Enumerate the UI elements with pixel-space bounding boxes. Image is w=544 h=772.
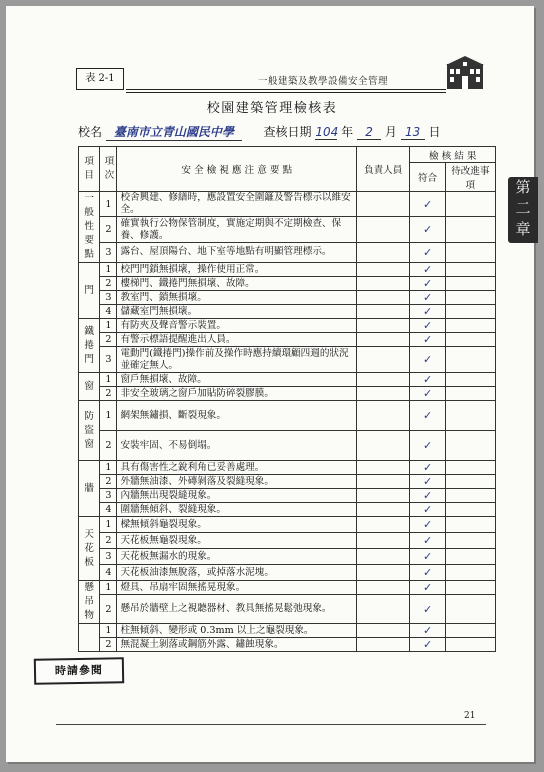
item-text: 圍牆無傾斜、裂縫現象。 [117,503,357,517]
item-text: 確實執行公物保管制度，實施定期與不定期檢查、保養、修護。 [117,217,357,242]
table-row [79,549,496,565]
improvement-cell [445,305,495,319]
item-text: 安裝牢固、不易倒塌。 [117,431,357,461]
category-cell: 門 [79,263,100,319]
responsible-person-cell [356,242,409,262]
compliance-cell [410,533,445,549]
table-tag: 表 2-1 [76,68,124,90]
item-number: 1 [100,373,117,387]
improvement-cell [445,549,495,565]
item-text: 校門門鎖無損壞，操作使用正常。 [117,263,357,277]
table-row [79,217,496,242]
improvement-cell [445,277,495,291]
category-cell: 一般性要點 [79,192,100,263]
item-number: 1 [100,517,117,533]
item-number: 1 [100,461,117,475]
responsible-person-cell [356,333,409,347]
improvement-cell [445,387,495,401]
item-number: 2 [100,475,117,489]
improvement-cell [445,595,495,624]
responsible-person-cell [356,581,409,595]
item-text: 外牆無油漆、外磚剝落及裂縫現象。 [117,475,357,489]
day-field: 13 [401,125,425,140]
category-cell: 防盜窗 [79,401,100,461]
category-cell: 鐵捲門 [79,319,100,373]
compliance-cell [410,277,445,291]
header-item: 安 全 檢 視 應 注 意 要 點 [117,147,357,192]
year-field: 104 [315,125,339,139]
check-mark-icon: ✓ [422,245,433,259]
header-number: 項次 [100,147,117,192]
item-text: 內牆無出現裂縫現象。 [117,489,357,503]
item-text: 樑無傾斜龜裂現象。 [117,517,357,533]
item-text: 無混凝土剝落或鋼筋外露、鏽蝕現象。 [117,638,357,652]
table-row [79,192,496,217]
table-row [79,638,496,652]
compliance-cell [410,461,445,475]
category-cell [79,624,100,652]
check-mark-icon: ✓ [422,602,433,616]
check-mark-icon: ✓ [422,291,433,304]
table-row [79,401,496,431]
compliance-cell [410,305,445,319]
check-mark-icon: ✓ [422,638,433,651]
responsible-person-cell [356,565,409,581]
table-row [79,533,496,549]
check-mark-icon: ✓ [422,223,433,237]
responsible-person-cell [356,277,409,291]
header-todo: 待改進事項 [445,163,495,192]
responsible-person-cell [356,461,409,475]
chapter-tab: 第二章 [508,177,538,243]
check-mark-icon: ✓ [422,305,433,318]
responsible-person-cell [356,291,409,305]
check-mark-icon: ✓ [422,566,433,579]
item-number: 3 [100,242,117,262]
item-text: 有警示標語提醒進出人員。 [117,333,357,347]
improvement-cell [445,192,495,217]
compliance-cell [410,333,445,347]
table-row [79,565,496,581]
category-cell: 牆 [79,461,100,517]
improvement-cell [445,242,495,262]
table-row [79,373,496,387]
compliance-cell [410,624,445,638]
item-text: 校舍興建、修繕時，應設置安全圍籬及警告標示以維安全。 [117,192,357,217]
check-mark-icon: ✓ [422,197,433,211]
item-number: 4 [100,305,117,319]
responsible-person-cell [356,319,409,333]
improvement-cell [445,347,495,373]
table-row [79,461,496,475]
compliance-cell [410,517,445,533]
item-number: 1 [100,401,117,431]
table-row [79,263,496,277]
compliance-cell [410,319,445,333]
item-number: 1 [100,319,117,333]
item-number: 2 [100,638,117,652]
item-text: 網架無鏽損、斷裂現象。 [117,401,357,431]
improvement-cell [445,401,495,431]
compliance-cell [410,217,445,242]
document-title: 校園建築管理檢核表 [206,101,338,116]
day-unit: 日 [428,125,441,139]
check-mark-icon: ✓ [422,353,433,366]
item-number: 2 [100,217,117,242]
item-number: 2 [100,595,117,624]
improvement-cell [445,565,495,581]
compliance-cell [410,549,445,565]
responsible-person-cell [356,401,409,431]
check-mark-icon: ✓ [422,319,433,332]
compliance-cell [410,565,445,581]
improvement-cell [445,217,495,242]
item-text: 樓梯門、鐵捲門無損壞、故障。 [117,277,357,291]
table-row [79,503,496,517]
header-ok: 符合 [410,163,445,192]
item-number: 1 [100,263,117,277]
check-mark-icon: ✓ [422,387,433,400]
compliance-cell [410,581,445,595]
responsible-person-cell [356,549,409,565]
check-mark-icon: ✓ [422,439,433,452]
compliance-cell [410,595,445,624]
improvement-cell [445,489,495,503]
responsible-person-cell [356,638,409,652]
item-text: 柱無傾斜、變形或 0.3mm 以上之龜裂現象。 [117,624,357,638]
item-text: 露台、屋頂陽台、地下室等地點有明顯管理標示。 [117,242,357,262]
page-number: 21 [464,711,476,721]
item-number: 2 [100,277,117,291]
table-row [79,291,496,305]
item-text: 燈具、吊扇牢固無搖晃現象。 [117,581,357,595]
school-name-field: 臺南市立青山國民中學 [106,123,242,141]
table-row [79,277,496,291]
responsible-person-cell [356,347,409,373]
header-result: 檢 核 結 果 [410,147,496,163]
table-row [79,595,496,624]
responsible-person-cell [356,192,409,217]
check-mark-icon: ✓ [422,333,433,346]
category-cell: 懸吊物 [79,581,100,624]
responsible-person-cell [356,263,409,277]
item-number: 1 [100,581,117,595]
check-mark-icon: ✓ [422,581,433,595]
table-row [79,475,496,489]
compliance-cell [410,431,445,461]
improvement-cell [445,624,495,638]
improvement-cell [445,333,495,347]
responsible-person-cell [356,489,409,503]
school-label: 校名 [78,125,103,139]
compliance-cell [410,373,445,387]
compliance-cell [410,291,445,305]
header-category: 項目 [79,147,100,192]
item-number: 4 [100,503,117,517]
month-field: 2 [357,125,381,140]
table-row [79,517,496,533]
check-mark-icon: ✓ [422,475,433,488]
improvement-cell [445,291,495,305]
responsible-person-cell [356,475,409,489]
responsible-person-cell [356,387,409,401]
table-row [79,333,496,347]
header-rule-thin [126,92,446,93]
item-number: 4 [100,565,117,581]
check-mark-icon: ✓ [422,461,433,474]
compliance-cell [410,401,445,431]
responsible-person-cell [356,305,409,319]
header-rule [126,89,446,90]
table-row [79,431,496,461]
item-text: 電動門(鐵捲門)操作前及操作時應持續環顧四週的狀況並確定無人。 [117,347,357,373]
table-row [79,581,496,595]
footer-rule [56,724,486,725]
item-text: 天花板無漏水的現象。 [117,549,357,565]
item-text: 窗戶無損壞、故障。 [117,373,357,387]
check-mark-icon: ✓ [422,534,433,547]
improvement-cell [445,263,495,277]
item-number: 3 [100,291,117,305]
improvement-cell [445,475,495,489]
improvement-cell [445,638,495,652]
check-mark-icon: ✓ [422,263,433,276]
compliance-cell [410,263,445,277]
item-number: 3 [100,549,117,565]
responsible-person-cell [356,533,409,549]
reference-stamp: 時請參閱 [34,657,124,685]
improvement-cell [445,503,495,517]
improvement-cell [445,431,495,461]
table-row [79,489,496,503]
improvement-cell [445,319,495,333]
responsible-person-cell [356,431,409,461]
improvement-cell [445,461,495,475]
month-unit: 月 [384,125,397,139]
item-number: 2 [100,431,117,461]
improvement-cell [445,373,495,387]
responsible-person-cell [356,595,409,624]
item-text: 非安全玻璃之窗戶加貼防碎裂膠膜。 [117,387,357,401]
item-number: 3 [100,347,117,373]
compliance-cell [410,475,445,489]
item-number: 2 [100,333,117,347]
item-text: 具有傷害性之銳利角已妥善處理。 [117,461,357,475]
check-mark-icon: ✓ [422,518,433,531]
category-cell: 窗 [79,373,100,401]
year-unit: 年 [341,125,354,139]
date-label: 查核日期 [263,125,312,139]
compliance-cell [410,242,445,262]
check-mark-icon: ✓ [422,624,433,637]
table-row [79,242,496,262]
check-mark-icon: ✓ [422,409,433,422]
responsible-person-cell [356,217,409,242]
compliance-cell [410,387,445,401]
table-row [79,305,496,319]
improvement-cell [445,533,495,549]
item-text: 有防夾及聲音警示裝置。 [117,319,357,333]
improvement-cell [445,581,495,595]
item-number: 2 [100,533,117,549]
item-text: 教室門、鎖無損壞。 [117,291,357,305]
responsible-person-cell [356,503,409,517]
item-text: 儲藏室門無損壞。 [117,305,357,319]
compliance-cell [410,347,445,373]
table-row [79,387,496,401]
compliance-cell [410,638,445,652]
item-number: 1 [100,624,117,638]
check-mark-icon: ✓ [422,503,433,516]
item-number: 1 [100,192,117,217]
check-mark-icon: ✓ [422,277,433,290]
table-row [79,319,496,333]
improvement-cell [445,517,495,533]
header-person: 負責人員 [356,147,409,192]
table-row [79,624,496,638]
compliance-cell [410,503,445,517]
item-text: 天花板油漆無脫落，或掉落水泥塊。 [117,565,357,581]
compliance-cell [410,192,445,217]
compliance-cell [410,489,445,503]
table-row [79,347,496,373]
responsible-person-cell [356,517,409,533]
section-header-title: 一般建築及教學設備安全管理 [258,76,389,87]
item-number: 2 [100,387,117,401]
category-cell: 天花板 [79,517,100,581]
item-text: 天花板無龜裂現象。 [117,533,357,549]
info-row [78,123,441,141]
school-building-icon [446,56,484,90]
check-mark-icon: ✓ [422,489,433,502]
item-text: 懸吊於牆壁上之視聽器材、教具無搖晃鬆弛現象。 [117,595,357,624]
check-mark-icon: ✓ [422,373,433,386]
responsible-person-cell [356,624,409,638]
check-mark-icon: ✓ [422,550,433,563]
inspection-table [78,146,496,652]
item-number: 3 [100,489,117,503]
responsible-person-cell [356,373,409,387]
